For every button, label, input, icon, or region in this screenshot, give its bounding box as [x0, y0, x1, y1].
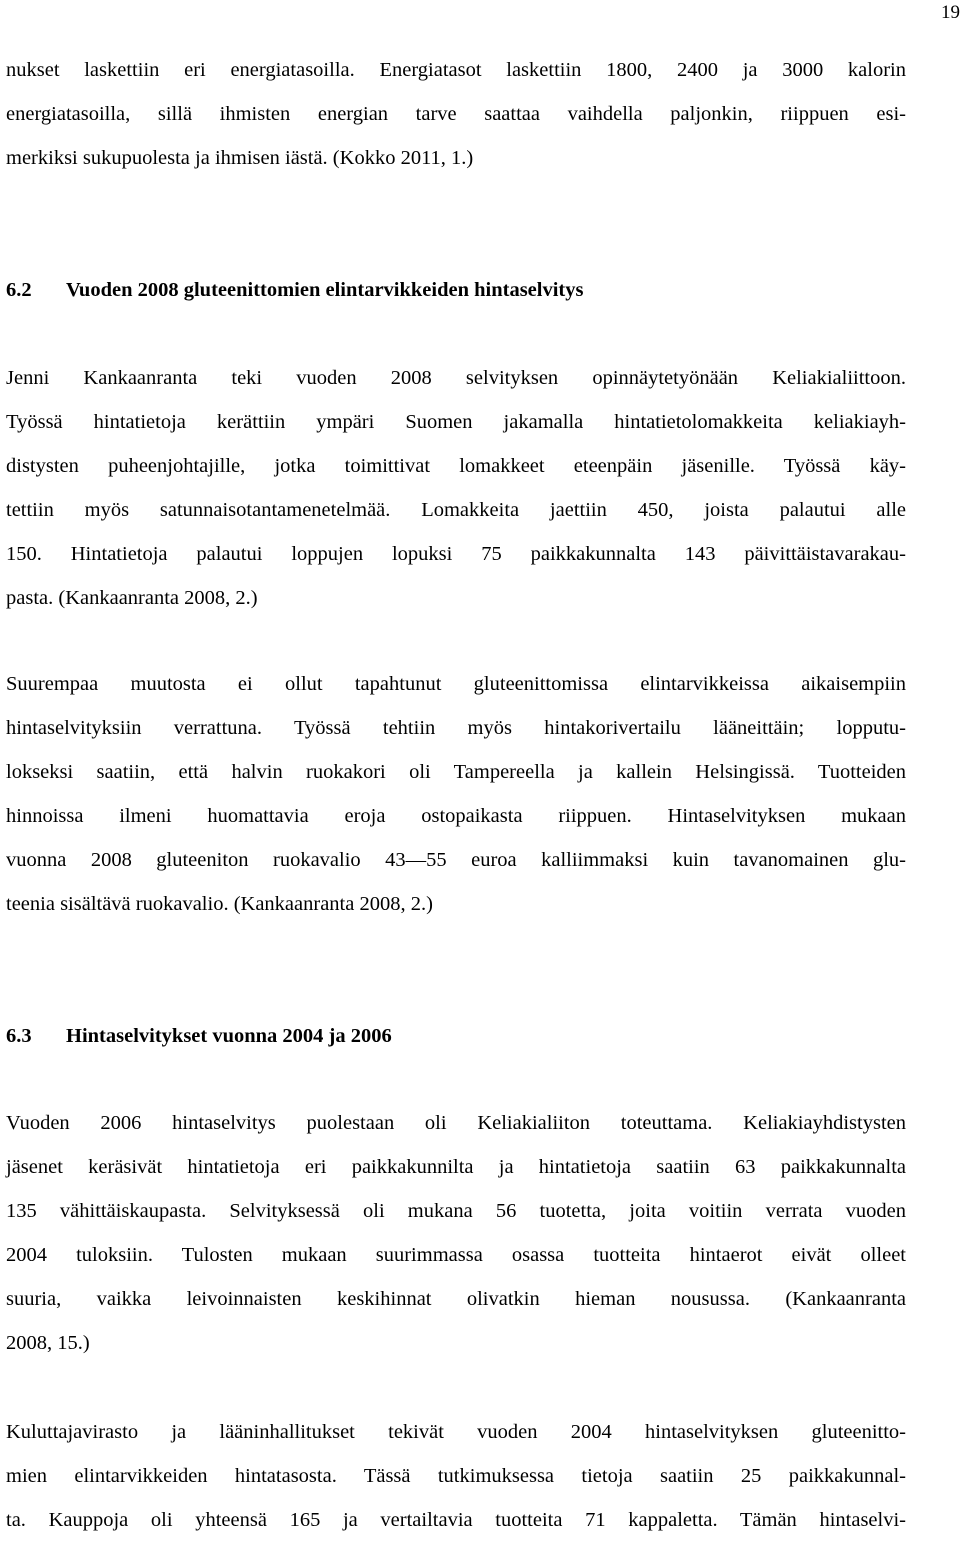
paragraph-line: tettiin myös satunnaisotantamenetelmää. Lomakkeita jaettiin 450, joista palautui alle [6, 499, 906, 521]
paragraph-line: teenia sisältävä ruokavalio. (Kankaanranta 2008, 2.) [6, 893, 433, 915]
paragraph-line: 150. Hintatietoja palautui loppujen lopuksi 75 paikkakunnalta 143 päivittäistavarakau- [6, 543, 906, 565]
paragraph-line: 2004 tuloksiin. Tulosten mukaan suurimmassa osassa tuotteita hintaerot eivät olleet [6, 1244, 906, 1266]
section-number: 6.3 [6, 1025, 32, 1047]
page-number: 19 [941, 2, 960, 23]
section-number: 6.2 [6, 279, 32, 301]
section-heading-6-2 [6, 277, 583, 303]
paragraph-line: hinnoissa ilmeni huomattavia eroja ostopaikasta riippuen. Hintaselvityksen mukaan [6, 805, 906, 827]
section-heading-6-3 [6, 1023, 392, 1049]
paragraph-line: jäsenet keräsivät hintatietoja eri paikkakunnilta ja hintatietoja saatiin 63 paikkakunnalta [6, 1156, 906, 1178]
section-title: Vuoden 2008 gluteenittomien elintarvikkeiden hintaselvitys [66, 279, 584, 301]
paragraph-line: lokseksi saatiin, että halvin ruokakori oli Tampereella ja kallein Helsingissä. Tuotteiden [6, 761, 906, 783]
paragraph-survey-2004 [6, 1410, 906, 1542]
paragraph-results-2008 [6, 662, 906, 926]
paragraph-line: Jenni Kankaanranta teki vuoden 2008 selvityksen opinnäytetyönään Keliakialiittoon. [6, 367, 906, 389]
paragraph-line: distysten puheenjohtajille, jotka toimittivat lomakkeet eteenpäin jäsenille. Työssä käy- [6, 455, 906, 477]
paragraph-line: Vuoden 2006 hintaselvitys puolestaan oli Keliakialiiton toteuttama. Keliakiayhdistysten [6, 1112, 906, 1134]
paragraph-kankaanranta-2008 [6, 356, 906, 620]
paragraph-line: Työssä hintatietoja kerättiin ympäri Suomen jakamalla hintatietolomakkeita keliakiayh- [6, 411, 906, 433]
paragraph-line: 135 vähittäiskaupasta. Selvityksessä oli mukana 56 tuotetta, joita voitiin verrata vuoden [6, 1200, 906, 1222]
paragraph-line: ta. Kauppoja oli yhteensä 165 ja vertailtavia tuotteita 71 kappaletta. Tämän hintaselvi- [6, 1509, 906, 1531]
paragraph-survey-2006 [6, 1101, 906, 1365]
paragraph-line: Suurempaa muutosta ei ollut tapahtunut gluteenittomissa elintarvikkeissa aikaisempiin [6, 673, 906, 695]
paragraph-line: 2008, 15.) [6, 1332, 90, 1354]
paragraph-line: nukset laskettiin eri energiatasoilla. Energiatasot laskettiin 1800, 2400 ja 3000 kalorin [6, 59, 906, 81]
section-title: Hintaselvitykset vuonna 2004 ja 2006 [66, 1025, 392, 1047]
paragraph-line: merkiksi sukupuolesta ja ihmisen iästä. (Kokko 2011, 1.) [6, 147, 474, 169]
paragraph-line: mien elintarvikkeiden hintatasosta. Tässä tutkimuksessa tietoja saatiin 25 paikkakunnal- [6, 1465, 906, 1487]
paragraph-line: hintaselvityksiin verrattuna. Työssä tehtiin myös hintakorivertailu lääneittäin; lopputu- [6, 717, 906, 739]
paragraph-line: suuria, vaikka leivoinnaisten keskihinnat olivatkin hieman nousussa. (Kankaanranta [6, 1288, 906, 1310]
paragraph-line: energiatasoilla, sillä ihmisten energian tarve saattaa vaihdella paljonkin, riippuen esi- [6, 103, 906, 125]
paragraph-line: Kuluttajavirasto ja lääninhallitukset tekivät vuoden 2004 hintaselvityksen gluteenitto- [6, 1421, 906, 1443]
paragraph-line: vuonna 2008 gluteeniton ruokavalio 43—55 euroa kalliimmaksi kuin tavanomainen glu- [6, 849, 906, 871]
paragraph-intro [6, 48, 906, 180]
paragraph-line: pasta. (Kankaanranta 2008, 2.) [6, 587, 258, 609]
